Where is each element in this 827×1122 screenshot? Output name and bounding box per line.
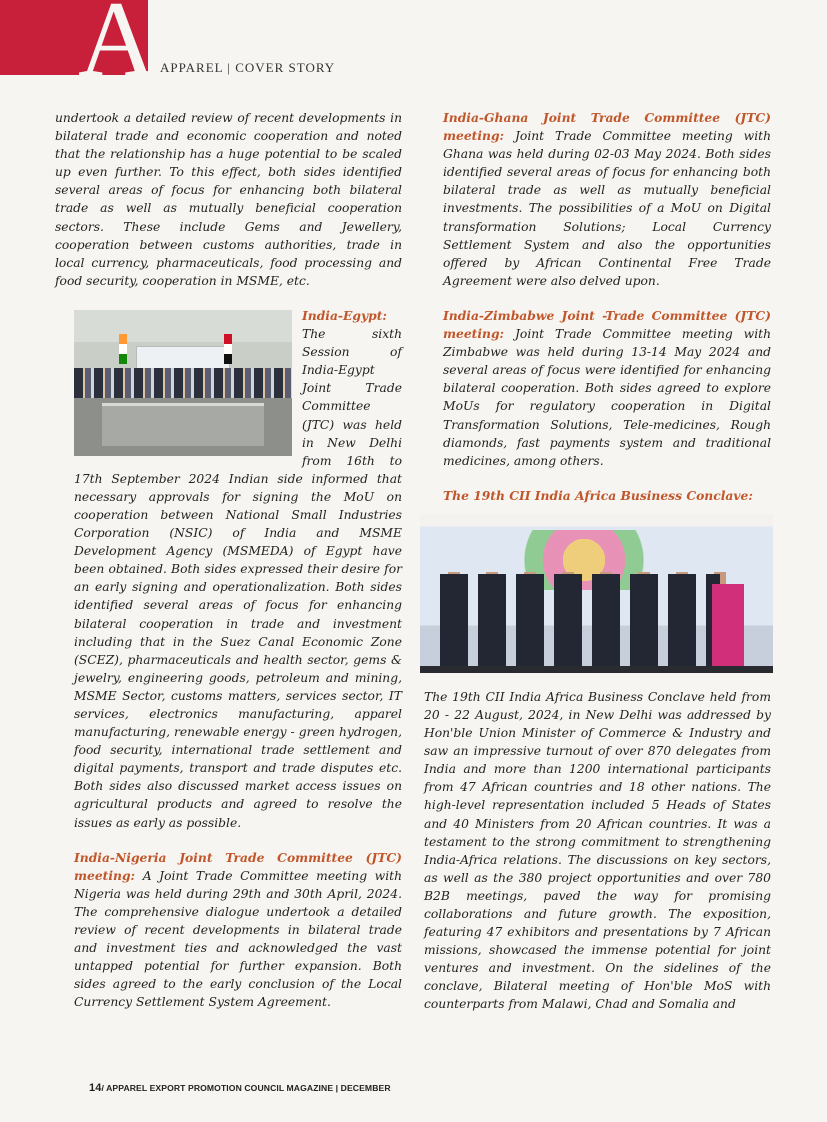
- egypt-heading: India-Egypt:: [302, 307, 387, 323]
- footer-separator: /: [101, 1083, 104, 1093]
- magazine-name: APPAREL EXPORT PROMOTION COUNCIL MAGAZINE | DECEMBER: [106, 1083, 391, 1093]
- stage-floor: [420, 666, 773, 673]
- egypt-paragraph: [55, 307, 402, 832]
- conference-table: [102, 403, 264, 446]
- zimbabwe-text: Joint Trade Committee meeting with Zimbabwe was held during 13-14 May 2024 and several areas of focus were identified for enhancing bilateral cooperation. Both sides agreed to explore MoUs for regulatory cooperation in Digital Transformation Solutions, Tele-medicines, Rough diamonds, fast payments system and traditional medicines, among others.: [443, 327, 771, 468]
- egypt-text: The sixth Session of India-Egypt Joint Trade Committee (JTC) was held in New Delhi from 16th to 17th September 2024 Indian side informed that necessary approvals for signing the MoU on cooperation between National Small Industries Corporation (NSIC) of India and MSME Development Agency (MSMEDA) of Egypt have been obtained. Both sides expressed their desire for an early signing and operationalization. Both sides identified several areas of focus for enhancing bilateral cooperation in trade and investment including that in the Suez Canal Economic Zone (SCEZ), pharmaceuticals and health sector, gems & jewelry, engineering goods, petroleum and mining, MSME Sector, customs matters, services sector, IT services, electronics manufacturing, apparel manufacturing, renewable energy - green hydrogen, food security, international trade settlement and digital payments, transport and trade disputes etc. Both sides also discussed market access issues on agricultural products and agreed to resolve the issues as early as possible.: [74, 327, 402, 830]
- cii-paragraph: The 19th CII India Africa Business Conclave held from 20 - 22 August, 2024, in New Delhi was addressed by Hon'ble Union Minister of Commerce & Industry and saw an impressive turnout of over 870 delegates from India and more than 1200 international participants from 47 African countries and 18 other nations. The high-level representation included 5 Heads of States and 40 Ministers from 20 African countries. It was a testament to the strong commitment to strengthening India-Africa relations. The discussions on key sectors, as well as the 380 project opportunities and over 780 B2B meetings, paved the way for promising collaborations and future growth. The exposition, featuring 47 exhibitors and presentations by 7 African missions, showcased the immense potential for joint ventures and investment. On the sidelines of the conclave, Bilateral meeting of Hon'ble MoS with counterparts from Malawi, Chad and Somalia and: [424, 689, 771, 1012]
- nigeria-paragraph: [55, 849, 402, 1012]
- zimbabwe-paragraph: [424, 307, 771, 470]
- delegates-group: [440, 574, 720, 673]
- right-column: [424, 109, 771, 1014]
- section-title: APPAREL | COVER STORY: [160, 60, 336, 75]
- ghana-heading: India-Ghana Joint Trade Committee (JTC) meeting:: [443, 110, 771, 144]
- magazine-logo: [0, 0, 156, 99]
- conclave-photo: [420, 514, 773, 673]
- delegate-in-saree: [712, 584, 744, 673]
- nigeria-text: A Joint Trade Committee meeting with Nigeria was held during 29th and 30th April, 2024. The comprehensive dialogue undertook a detailed review of recent developments in bilateral trade and investment ties and acknowledged the vast untapped potential for further expansion. Both sides agreed to the early conclusion of the Local Currency Settlement System Agreement.: [74, 868, 402, 1010]
- intro-paragraph: undertook a detailed review of recent developments in bilateral trade and economic cooperation and noted that the relationship has a huge potential to be scaled up even further. To this effect, both sides identified several areas of focus for enhancing both bilateral trade as well as mutually beneficial cooperation sectors. These include Gems and Jewellery, cooperation between customs authorities, trade in local currency, pharmaceuticals, food processing and food security, cooperation in MSME, etc.: [55, 111, 402, 288]
- ghana-text: Joint Trade Committee meeting with Ghana was held during 02-03 May 2024. Both sides identified several areas of focus for enhancing both bilateral trade as well as mutually beneficial investments. The possibilities of a MoU on Digital transformation Solutions; Local Currency Settlement System and also the opportunities offered by African Continental Free Trade Agreement were also delved upon.: [443, 129, 771, 288]
- delegates: [74, 368, 292, 398]
- zimbabwe-heading: India-Zimbabwe Joint -Trade Committee (JTC) meeting:: [443, 307, 771, 342]
- egypt-meeting-photo: [74, 310, 292, 456]
- ghana-paragraph: [424, 109, 771, 290]
- india-flag: [119, 334, 127, 364]
- cii-heading-line: [424, 487, 771, 505]
- nigeria-heading: India-Nigeria Joint Trade Committee (JTC) meeting:: [74, 849, 402, 883]
- page-footer: [89, 1082, 391, 1094]
- cii-heading: The 19th CII India Africa Business Conclave:: [443, 487, 753, 503]
- egypt-flag: [224, 334, 232, 364]
- logo-letter: A: [78, 0, 156, 99]
- left-column: [55, 109, 402, 1012]
- page-number: 14: [89, 1082, 102, 1094]
